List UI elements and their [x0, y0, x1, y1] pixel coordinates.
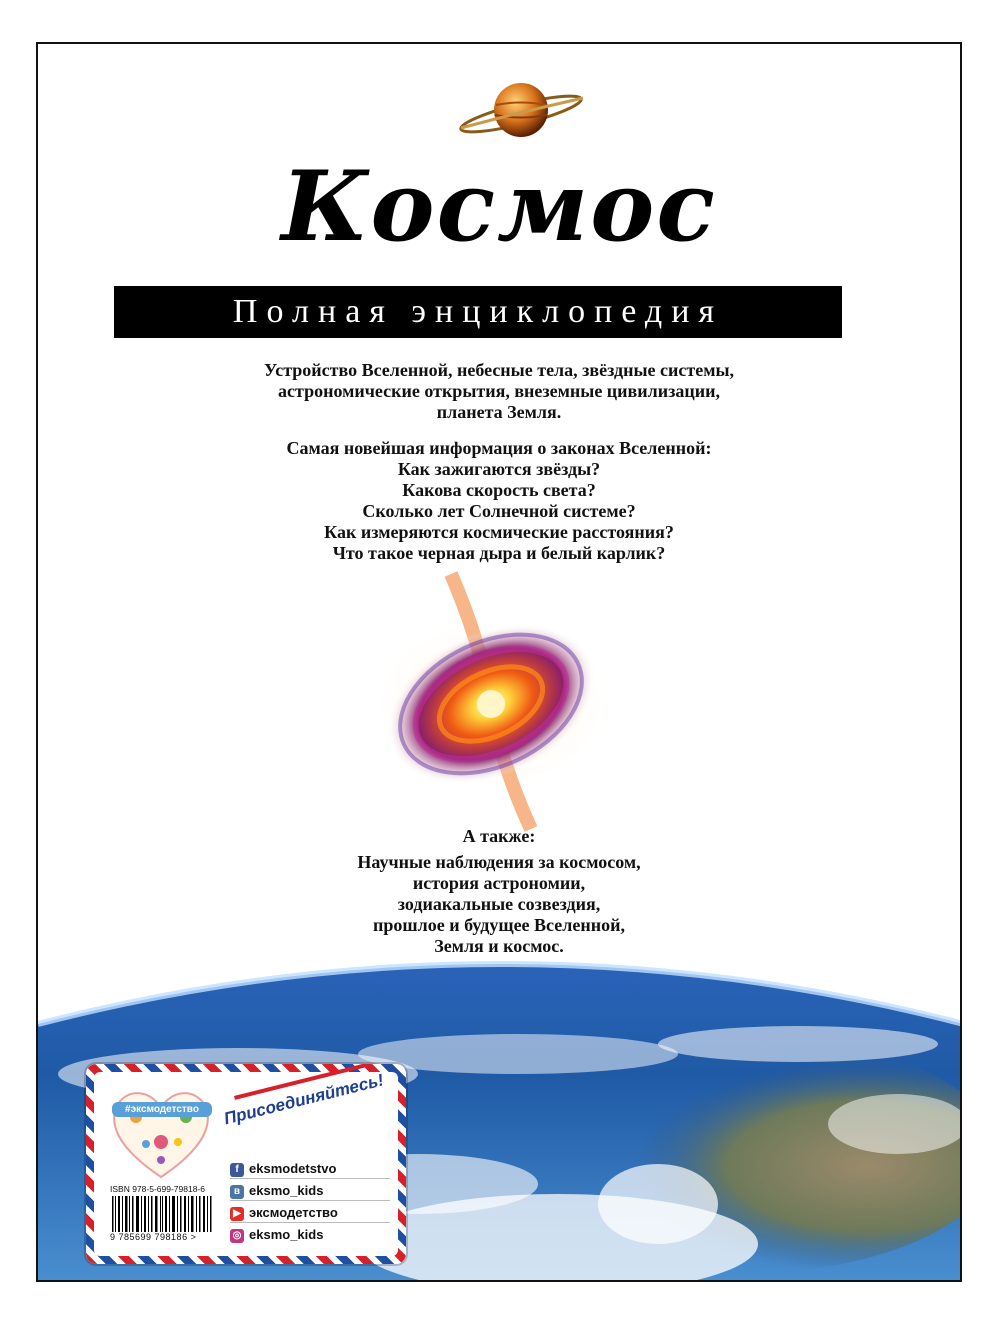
social-youtube[interactable] — [230, 1204, 390, 1223]
also-line: история астрономии, — [412, 873, 586, 893]
facebook-icon: f — [230, 1163, 244, 1177]
intro-text — [38, 360, 960, 423]
barcode — [110, 1196, 214, 1232]
questions-line: Как измеряются космические расстояния? — [324, 522, 674, 542]
social-handle: eksmo_kids — [249, 1183, 324, 1198]
questions-line: Сколько лет Солнечной системе? — [362, 501, 636, 521]
galaxy-illustration — [356, 564, 626, 834]
intro-line: планета Земля. — [436, 402, 562, 422]
cover-frame — [36, 42, 962, 1282]
join-text: Присоединяйтесь! — [222, 1070, 386, 1129]
isbn-text: ISBN 978-5-699-79818-6 — [110, 1184, 205, 1194]
questions-line: Какова скорость света? — [402, 480, 596, 500]
hashtag-label: #эксмодетство — [112, 1102, 212, 1117]
questions-text — [38, 438, 960, 564]
social-vk[interactable] — [230, 1182, 390, 1201]
heart-icon — [106, 1082, 216, 1182]
also-heading: А также: — [462, 826, 536, 846]
instagram-icon: ◎ — [230, 1229, 244, 1243]
also-text — [38, 852, 960, 957]
intro-line: Устройство Вселенной, небесные тела, звёздные системы, — [263, 360, 735, 380]
social-handle: эксмодетство — [249, 1205, 338, 1220]
social-handle: eksmodetstvo — [249, 1161, 337, 1176]
youtube-icon: ▶ — [230, 1207, 244, 1221]
questions-line: Самая новейшая информация о законах Вселенной: — [286, 438, 712, 458]
also-line: Земля и космос. — [434, 936, 564, 956]
vk-icon: в — [230, 1185, 244, 1199]
book-title: Космос — [281, 150, 717, 263]
questions-line: Как зажигаются звёзды? — [397, 459, 601, 479]
sticker-card — [86, 1064, 406, 1264]
social-facebook[interactable] — [230, 1160, 390, 1179]
also-line: прошлое и будущее Вселенной, — [373, 915, 625, 935]
book-subtitle: Полная энциклопедия — [114, 286, 842, 338]
questions-line: Что такое черная дыра и белый карлик? — [332, 543, 666, 563]
also-line: зодиакальные созвездия, — [397, 894, 601, 914]
intro-line: астрономические открытия, внеземные цивилизации, — [278, 381, 720, 401]
social-handle: eksmo_kids — [249, 1227, 324, 1242]
social-instagram[interactable] — [230, 1226, 390, 1244]
also-line: Научные наблюдения за космосом, — [357, 852, 641, 872]
publisher-sticker — [86, 1064, 406, 1264]
saturn-illustration — [456, 72, 586, 148]
sticker-content — [94, 1072, 398, 1256]
barcode-number: 9 785699 798186 > — [110, 1232, 197, 1242]
